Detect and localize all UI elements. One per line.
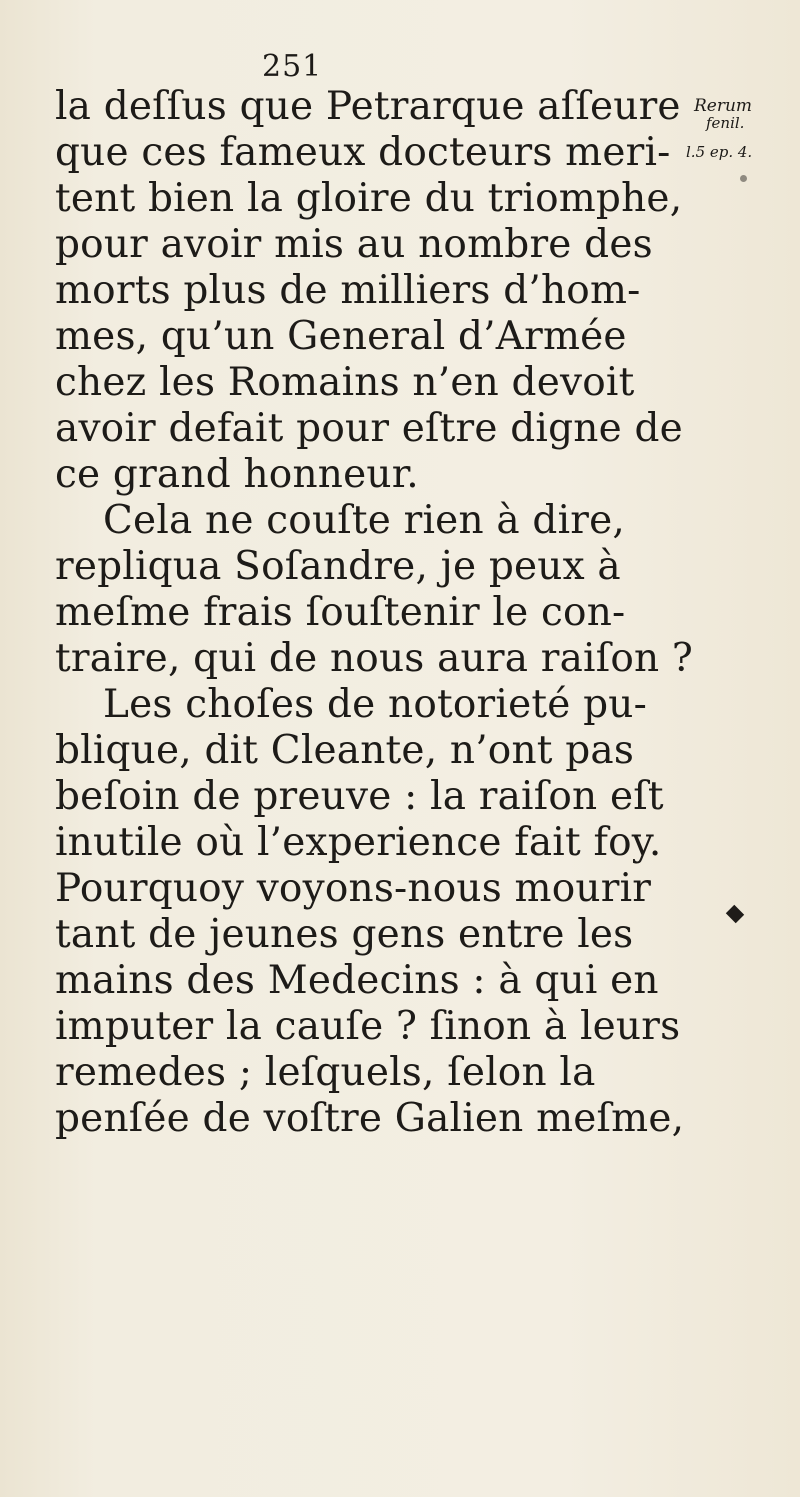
text-line: mes, qu’un General d’Armée — [55, 314, 627, 359]
text-line: beſoin de preuve : la raiſon eſt — [55, 774, 664, 819]
text-line: meſme frais ſouſtenir le con- — [55, 590, 626, 635]
text-line: blique, dit Cleante, n’ont pas — [55, 728, 635, 773]
body-text — [55, 84, 694, 1142]
text-line: morts plus de milliers d’hom- — [55, 268, 641, 313]
text-line: mains des Medecins : à qui en — [55, 958, 659, 1003]
text-line: pour avoir mis au nombre des — [55, 222, 653, 267]
text-line: ce grand honneur. — [55, 452, 419, 497]
text-line: avoir defait pour eſtre digne de — [55, 406, 683, 451]
text-line: tent bien la gloire du triomphe, — [55, 176, 683, 221]
text-line: imputer la cauſe ? ſinon à leurs — [55, 1004, 681, 1049]
text-line: penſée de voſtre Galien meſme, — [55, 1096, 685, 1141]
paragraph-start-line: Les choſes de notorieté pu- — [103, 682, 647, 727]
text-line: que ces fameux docteurs meri- — [55, 130, 671, 175]
text-line: Pourquoy voyons-nous mourir — [55, 866, 652, 911]
page-number: 251 — [262, 49, 323, 84]
margin-note-line: fenil. — [706, 114, 745, 132]
text-line: traire, qui de nous aura raiſon ? — [55, 636, 694, 681]
ink-blot-mark — [726, 905, 744, 923]
ink-dot-mark — [740, 175, 747, 182]
text-line: la deſſus que Petrarque aſſeure — [55, 84, 681, 129]
margin-note-line: Rerum — [694, 96, 753, 116]
text-line: remedes ; leſquels, ſelon la — [55, 1050, 596, 1095]
text-line: repliqua Soſandre, je peux à — [55, 544, 621, 589]
paragraph-start-line: Cela ne couſte rien à dire, — [103, 498, 625, 543]
text-line: tant de jeunes gens entre les — [55, 912, 634, 957]
text-line: chez les Romains n’en devoit — [55, 360, 635, 405]
text-line: inutile où l’experience fait foy. — [55, 820, 662, 865]
margin-note-line: l.5 ep. 4. — [686, 143, 753, 161]
